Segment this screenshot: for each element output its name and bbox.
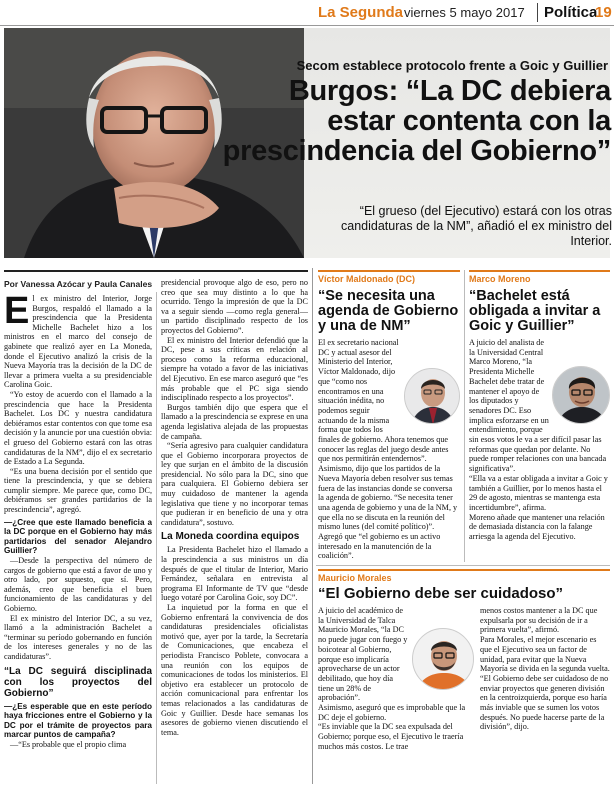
column-divider	[312, 268, 313, 784]
paragraph: El ex ministro del Interior defendió que la DC, pese a sus críticas en relación al proceso como la reforma educacional, siempre ha votado a favor de las iniciativas del Ejecutivo. En ese marco aseguró que “es más probable que el PC siga siendo indisciplinado respecto a los proyectos”.	[161, 335, 308, 403]
paragraph: “Es inviable que la DC sea expulsada del Gobierno; porque eso, el Ejecutivo le traería muchos más costos. Le trae	[318, 722, 464, 751]
column-divider	[156, 292, 157, 784]
paragraph: A juicio del académico de la Universidad de Talca Mauricio Morales, “la DC no puede jugar con fuego y boicotear al Gobierno, porque eso implicaría aprovecharse de un actor debilitado, que hoy día tiene un 28% de aprobación”.	[318, 606, 408, 703]
paragraph: —“Es probable que el propio clima	[10, 739, 127, 749]
kicker: Secom establece protocolo frente a Goic y Guillier	[296, 58, 608, 73]
paragraph: El ex secretario nacional DC y actual asesor del Ministerio del Interior, Víctor Maldonado, dijo que “como nos encontramos en una situación inédita, no podemos seguir actuando de la misma forma que todos los finales de gobierno. Ahora tenemos que conocer las reglas del juego desde antes que nos permitirán entendernos”.	[318, 338, 449, 464]
paragraph: presidencial provoque algo de eso, pero no creo que sea muy distinto a lo que ha ocurrido. Tengo la impresión de que la DC va a seguir siendo —como regla general— un partido disciplinado respecto de los proyectos del Gobierno”.	[161, 278, 308, 335]
paragraph: A juicio del analista de la Universidad Central Marco Moreno, “la Presidenta Michelle Bachelet debe tratar de mantener el apoyo de los diputados y senadores DC. Eso implica esforzarse en un entendimiento, porque sin esos votos le va a ser difícil pasar las reformas que quedan por delante. No puede romper relaciones con una bancada significativa”.	[469, 338, 607, 474]
interview-question: —¿Cree que este llamado beneficia a la DC porque en el Gobierno hay más partidarios del senador Alejandro Guillier?	[4, 517, 152, 556]
paragraph: La inquietud por la forma en que el Gobierno enfrentará la convivencia de dos candidaturas presidenciales oficialistas motivó que, ayer por la tarde, la Secretaría de Comunicaciones, que encabeza el periodista Francisco Poblete, convocara a una reunión con los equipos de comunicaciones de todos los ministerios. El objetivo era establecer un protocolo de acción comunicacional para enfrentar los temas relacionados a las candidaturas de Goic y Guillier. Desde hace semanas los asesores de gobierno vienen discutiendo el tema.	[161, 603, 308, 737]
interview-question: —¿Es esperable que en este período haya fricciones entre el Gobierno y la DC por el trámite de proyectos para marcar puntos de campaña?	[4, 701, 152, 740]
subhead: “La DC seguirá disciplinada con los proyectos del Gobierno”	[4, 665, 152, 699]
paragraph: “Yo estoy de acuerdo con el llamado a la prescindencia que hace la Presidenta Bachelet. Los DC y nuestra candidatura debiéramos estar contentos con que tome esa decisión y la anuncie por una cuestión obvia: el grueso del Gobierno estará con las otras candidaturas de la NM”, dijo el ex secretario de Estado a La Segunda.	[4, 389, 152, 467]
box-morales-title: “El Gobierno debe ser cuidadoso”	[318, 585, 564, 602]
box-maldonado-body	[318, 338, 460, 560]
morales-portrait	[412, 628, 474, 690]
masthead-separator	[537, 3, 538, 22]
paragraph: “Sería agresivo para cualquier candidatura que el Gobierno incorporara proyectos de ley que surjan en el ámbito de la discusión presidencial. No sólo para la DC, sino que para cualquiera. El Gobierno debiera ser muy cuidadoso de mantener la agenda legislativa que tiene y no incorporar temas que pudieran ir en beneficio de una y otra candidatura”, sostuvo.	[161, 441, 308, 527]
column-divider	[464, 270, 465, 562]
hero-quote: “El grueso (del Ejecutivo) estará con los otras candidaturas de la NM”, añadió el ex ministro del Interior.	[341, 204, 612, 248]
box-separator	[316, 565, 610, 566]
article-column-1	[4, 294, 152, 784]
paragraph: Asimismo, dijo que los partidos de la Nueva Mayoría deben resolver sus temas fuera de las instancias donde se conversa la agenda de gobierno. “Se necesita tener una agenda de gobierno y una de la NM, y que ella no se discuta en la reunión del mismo lunes (del comité político)”. Agregó que “el gobierno es un activo interesado en la manutención de la coalición”.	[318, 464, 458, 560]
paragraph: Burgos también dijo que espera que el llamado a la prescindencia se exprese en una agenda legislativa alejada de las propuestas de campaña.	[161, 402, 308, 441]
hero	[4, 28, 610, 258]
moreno-portrait	[552, 366, 610, 424]
subhead: La Moneda coordina equipos	[161, 531, 300, 543]
paragraph: “Ella va a estar obligada a invitar a Goic y también a Guillier, por lo menos hasta el 29 de agosto, mientras se mantenga esta incertidumbre”, afirma.	[469, 473, 608, 512]
paragraph: “El Gobierno debe ser cuidadoso de no enviar proyectos que generen división en la centroizquierda, porque eso haría más inviable que se sumen los votos después. No puede hacerse parte de la división”, dijo.	[480, 673, 609, 732]
box-morales-name: Mauricio Morales	[318, 569, 610, 581]
drop-cap: E	[4, 294, 30, 332]
box-maldonado-name: Víctor Maldonado (DC)	[318, 270, 460, 282]
paragraph: Asimismo, aseguró que es improbable que la DC deje el gobierno.	[318, 703, 466, 722]
byline: Por Vanessa Azócar y Paula Canales	[4, 279, 153, 289]
box-maldonado-title: “Se necesita una agenda de Gobierno y una de NM”	[318, 288, 459, 334]
paragraph: Para Morales, el mejor escenario es que el Ejecutivo sea un factor de unidad, para evitar que la Nueva Mayoría se divida en la segunda vuelta.	[480, 635, 610, 674]
masthead	[0, 0, 614, 26]
paragraph: —Desde la perspectiva del número de cargos de gobierno que está a favor de uno y otro lado, por supuesto, que sí. Pero, además, creo que beneficia el buen funcionamiento de las candidaturas y del Gobierno.	[4, 556, 152, 613]
paragraph: El ex ministro del Interior DC, a su vez, llamó a la administración Bachelet a “terminar su período gobernando en función de los intereses generales y no de las candidaturas”.	[4, 613, 152, 661]
byline-rule	[4, 270, 308, 272]
page-number: 19	[595, 4, 612, 21]
box-moreno-body	[469, 338, 610, 560]
issue-date: viernes 5 mayo 2017	[404, 5, 525, 20]
article-column-2	[161, 278, 308, 784]
maldonado-portrait	[404, 368, 460, 424]
paragraph: “Es una buena decisión por el sentido que tiene la prescindencia, y que se debiera cumplir siempre. Me parece que, como DC, debiéramos ser grandes partidarios de la prescindencia”, agregó.	[4, 466, 152, 515]
paragraph: menos costos mantener a la DC que expulsarla por su decisión de ir a primera vuelta”, afirmó.	[480, 606, 598, 635]
publication-name: La Segunda	[318, 4, 404, 21]
paragraph: l ex ministro del Interior, Jorge Burgos, respaldó el llamado a la prescindencia que la Presidenta Michelle Bachelet hizo a los ministros en el marco del consejo de gabinete que realizó ayer en La Moneda, donde el Ejecutivo analizó la crisis de la Nueva Mayoría tras la decisión de la DC de llevar a primera vuelta a su presidenciable Carolina Goic.	[4, 294, 152, 390]
box-moreno-title: “Bachelet está obligada a invitar a Goic y Guillier”	[469, 288, 601, 334]
paragraph: Moreno añade que mantener una relación de demasiada distancia con la falange arriesga la agenda del Ejecutivo.	[469, 512, 605, 542]
section-name: Política	[544, 4, 598, 21]
box-moreno-name: Marco Moreno	[469, 270, 610, 282]
box-morales-body-right	[480, 606, 610, 784]
box-morales-body-left	[318, 606, 474, 784]
headline: Burgos: “La DC debiera estar contenta con la prescindencia del Gobierno”	[222, 75, 611, 167]
paragraph: La Presidenta Bachelet hizo el llamado a la prescindencia a sus ministros un día después de que el titular de Interior, Mario Fernández, señalara en entrevista al programa El Informante de TV que “desde luego votaré por Carolina Goic, soy DC”.	[161, 545, 308, 603]
